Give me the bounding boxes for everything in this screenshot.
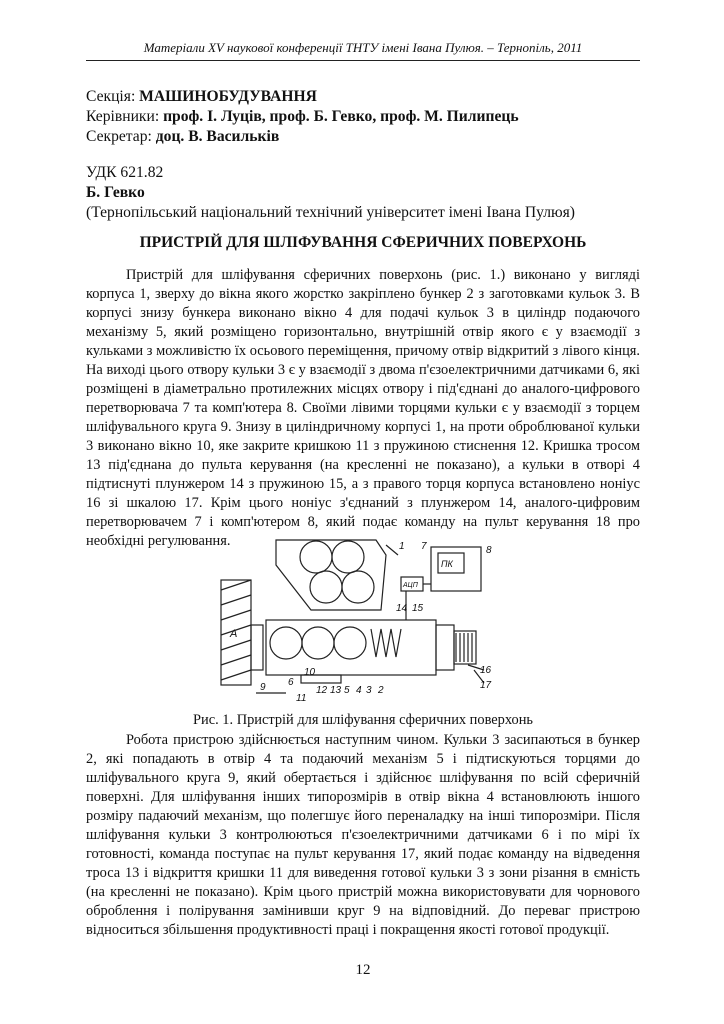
supervisors-line xyxy=(86,107,640,127)
label-6: 6 xyxy=(288,677,294,688)
label-17: 17 xyxy=(480,680,492,691)
section-info xyxy=(86,87,640,147)
running-header: Матеріали XV наукової конференції ТНТУ імені Івана Пулюя. – Тернопіль, 2011 xyxy=(143,40,583,55)
label-11: 11 xyxy=(296,693,307,704)
article-title: ПРИСТРІЙ ДЛЯ ШЛІФУВАННЯ СФЕРИЧНИХ ПОВЕРХОНЬ xyxy=(139,234,587,251)
section-label: Секція: xyxy=(86,88,140,105)
grinding-wheel xyxy=(251,625,263,670)
label-10: 10 xyxy=(304,667,316,678)
label-12: 12 xyxy=(316,685,328,696)
secretary-line xyxy=(86,127,640,147)
label-14: 14 xyxy=(396,603,408,614)
label-adc: АЦП xyxy=(403,582,418,589)
body-paragraph-1: Пристрій для шліфування сферичних поверхонь (рис. 1.) виконано у вигляді корпуса 1, зверху до вікна якого жорстко закріплено бункер 2 з заготовками кульок 3. В корпусі знизу бункера виконано вікно 4 для подачі кульок 3 в циліндр подаючого механізму 5, який розміщено горизонтально, внутрішній отвір якого є у взаємодії з кульками з можливістю їх осьового переміщення, причому отвір відкритий з лівого кінця. На виході цього отвору кульки 3 є у взаємодії з двома п'єзоелектричними датчиками 6, які розміщені в діаметрально протилежних місцях отвору і під'єднані до аналого-цифрового перетворювача 7 та комп'ютера 8. Своїми лівими торцями кульки є у взаємодії з торцем шліфувального круга 9. Знизу в циліндричному корпусі 1, на проти оброблюваної кульки 3 виконано вікно 10, яке закрите кришкою 11 з пружиною стиснення 12. Кришка тросом 13 під'єднана до пульта керування (на кресленні не показано), а кульки в отворі 4 підтиснуті плунжером 14 з пружиною 15, а з правого торця корпуса встановлено ноніус 16 зі шкалою 17. Крім цього ноніус з'єднаний з плунжером 14, аналого-цифровим перетворювачем 7 і комп'ютером 8, який подає команду на пульт керування 18 про необхідні регулювання. xyxy=(86,267,640,549)
secretary-label: Секретар: xyxy=(86,128,156,145)
udk-code: УДК 621.82 xyxy=(86,164,164,181)
label-a: А xyxy=(230,628,238,640)
label-13: 13 xyxy=(330,685,342,696)
supervisors-names: проф. І. Луців, проф. Б. Гевко, проф. М. Пилипець xyxy=(163,108,519,125)
header-rule xyxy=(86,60,640,61)
label-3: 3 xyxy=(366,685,372,696)
page-number: 12 xyxy=(355,962,371,978)
label-15: 15 xyxy=(412,603,424,614)
spring xyxy=(371,629,401,657)
device-figure xyxy=(216,525,510,705)
label-7: 7 xyxy=(421,541,427,552)
section-line xyxy=(86,87,640,107)
article-meta xyxy=(86,163,640,223)
label-pk: ПК xyxy=(441,559,453,569)
supervisors-label: Керівники: xyxy=(86,108,164,125)
label-5: 5 xyxy=(344,685,350,696)
label-1: 1 xyxy=(399,541,405,552)
label-8: 8 xyxy=(486,545,492,556)
figure-caption: Рис. 1. Пристрій для шліфування сферичних поверхонь xyxy=(193,712,533,728)
label-4: 4 xyxy=(356,685,362,696)
section-name: МАШИНОБУДУВАННЯ xyxy=(139,88,317,105)
author-affiliation: (Тернопільський національний технічний університет імені Івана Пулюя) xyxy=(86,204,575,221)
secretary-name: доц. В. Васильків xyxy=(155,128,280,145)
author-name: Б. Гевко xyxy=(86,184,145,201)
body-paragraph-2: Робота пристрою здійснюється наступним чином. Кульки 3 засипаються в бункер 2, які попадають в отвір 4 та подаючий механізм 5 і підтискуються торцями до шліфувального круга 9, який обертається і здійснює шліфування по всій сферичній поверхні. Для шліфування інших типорозмірів в отвір вікна 4 встановлюють іншого розміру падаючий механізм, що полегшує його переналадку на інші типорозміри. Після шліфування кульки 3 контролюються п'єзоелектричними датчиками 6 і по мірі їх готовності, команда поступає на пульт керування 17, який подає команду на відведення троса 13 і відкриття кришки 11 для виведення готової кульки 3 з зони різання в ємність (на кресленні не показано). Крім цього пристрій можна використовувати для чорнового оброблення і полірування замінивши круг 9 на відповідний. До переваг пристрою відноситься збільшення продуктивності праці і покращення якості готової продукції. xyxy=(86,732,640,938)
label-16: 16 xyxy=(480,665,492,676)
label-9: 9 xyxy=(260,682,266,693)
label-2: 2 xyxy=(378,685,384,696)
